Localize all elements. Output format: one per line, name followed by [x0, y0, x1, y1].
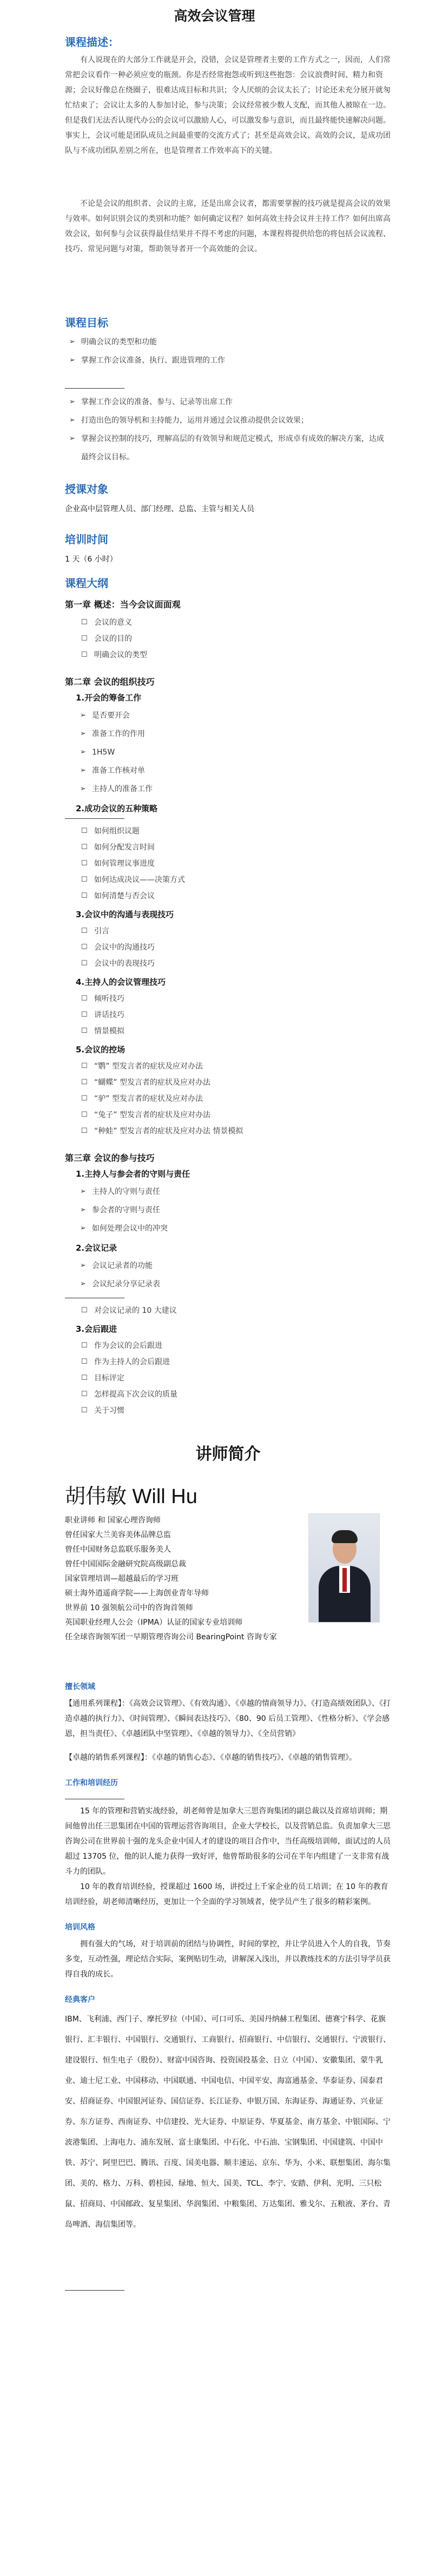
bio-lines [65, 1513, 303, 1645]
teacher-name: 胡伟敏 Will Hu [65, 1485, 197, 1508]
outline-item: ➢ 会议记录者的功能 [76, 1257, 391, 1275]
outline-item: ➢ 1H5W [76, 743, 391, 762]
outline-item: ☐ 作为会议的会后跟进 [81, 1338, 391, 1354]
ch2-s5-list [81, 1058, 391, 1139]
outline-item: ☐ “驴” 型发言者的症状及应对办法 [81, 1091, 391, 1107]
goal-item: ➢ 打造出色的领导机和主持能力，运用并通过会议推动提供会议效果； [65, 411, 391, 430]
duration-text: 1 天（6 小时） [65, 555, 117, 564]
outline-item: ☐ 对会议记录的 10 大建议 [81, 1303, 391, 1319]
outline-item: ☐ 如何组织议题 [81, 823, 391, 839]
ch2-s1-title: 1.开会的筹备工作 [76, 693, 142, 703]
goal-item: ➢ 掌握工作会议的准备、参与、记录等出席工作 [65, 393, 391, 411]
clients-body [65, 2009, 391, 2279]
field-heading: 擅长领域 [65, 1683, 95, 1691]
outline-item: ☐ “兔子” 型发言者的症状及应对办法 [81, 1107, 391, 1123]
experience-heading: 工作和培训经历 [65, 1779, 118, 1787]
audience-text: 企业高中层管理人员、部门经理、总监、主管与相关人员 [65, 505, 254, 513]
desc-p2: 不论是会议的组织者、会议的主席，还是出席会议者，都需要掌握的技巧就是提高会议的效果与效率。如何识别会议的类别和功能？如何确定议程？如何高效主持会议并主持工作？如何出席高效会议，如何参与会议获得最佳结果并不得不考虑的问题，本课程将提供给您的将包括会议流程、技巧、常见问题与对策，帮助领导者开一个高效能的会议。 [65, 199, 391, 253]
field-text-2: 【卓越的销售系列课程】：《卓越的销售心态》、《卓越的销售技巧》、《卓越的销售管理》。 [65, 1753, 357, 1762]
outline-item: ➢ 是否要开会 [76, 706, 391, 725]
outline-item: ☐ 倾听技巧 [81, 991, 391, 1007]
outline-item: ☐ 会议中的沟通技巧 [81, 939, 391, 956]
outline-item: ➢ 会议纪录分享记录表 [76, 1275, 391, 1293]
section-goals-heading: 课程目标 [65, 316, 108, 329]
bio-line: 国家管理培训—超越最后的学习班 [65, 1574, 179, 1583]
clients-text: IBM、飞利浦、西门子、摩托罗拉（中国）、可口可乐、美国丹纳赫工程集团、德赛宁科学、花旗银行、汇丰银行、中国银行、交通银行、工商银行、招商银行、中信银行、交通银行、宁波银行、建设银行、恒生电子（股份）、财富中国咨询、投资国投基金、日立（中国）、安徽集团、蒙牛乳业、迪士尼工业、中国移动、中国联通、中国电信、中国平安、海富通基金、华泰证券、国泰君安、招商证券、中国银河证券、国信证券、长江证券、申银万国、东海证券、海通证券、兴业证券、东方证券、西南证券、中信建投、光大证券、中原证券、华夏基金、南方基金、中银国际、宁波港集团、上海电力、浦东发展、富士康集团、中石化、中石油、宝钢集团、中国建筑、中国中铁、苏宁、阿里巴巴、腾讯、百度、国美电器、顺丰速运、京东、华为、小米、联想集团、海尔集团、美的、格力、万科、碧桂园、绿地、恒大、国美、TCL、李宁、安踏、伊利、光明、三只松鼠、招商局、中国邮政、复星集团、华润集团、中粮集团、万达集团、雅戈尔、五粮液、茅台、青岛啤酒、海信集团等。 [65, 2015, 391, 2229]
desc-body [65, 52, 391, 193]
section-audience-heading: 授课对象 [65, 483, 108, 496]
outline-item: ☐ “鹦” 型发言者的症状及应对办法 [81, 1058, 391, 1075]
goals-list-a [65, 333, 391, 370]
outline-item: ☐ 会议中的表现技巧 [81, 956, 391, 972]
bio-line: 曾任中国财务总监联乐服务美人 [65, 1545, 171, 1554]
ch3-extra-list [81, 1303, 391, 1319]
outline-item: ➢ 准备工作的作用 [76, 725, 391, 743]
ch3-s2-title: 2.会议记录 [76, 1243, 117, 1253]
ch2-s4-list [81, 991, 391, 1039]
teacher-bio [65, 1513, 391, 1719]
outline-item: ➢ 主持人的守则与责任 [76, 1183, 391, 1201]
outline-item: ☐ 讲话技巧 [81, 1007, 391, 1023]
ch3-s1-title: 1.主持人与参会者的守则与责任 [76, 1169, 190, 1179]
section-desc-heading: 课程描述： [65, 36, 119, 49]
content [0, 34, 429, 2291]
desc-body-2 [65, 196, 391, 304]
outline-item: ☐ 如何清楚与否会议 [81, 888, 391, 904]
style-heading: 培训风格 [65, 1923, 95, 1932]
outline-item: ☐ 引言 [81, 923, 391, 939]
bio-line: 曾任国家大兰美容美体品牌总监 [65, 1531, 171, 1539]
ch3-s2-list [76, 1257, 391, 1293]
section-duration-heading: 培训时间 [65, 533, 108, 546]
bio-line: 世界前 10 强领航公司中的咨询首领师 [65, 1604, 193, 1612]
ch2-s3-list [81, 923, 391, 972]
outline-item: ➢ 准备工作核对单 [76, 762, 391, 780]
outline-item: ☐ 目标评定 [81, 1370, 391, 1386]
outline-item: ➢ 如何处理会议中的冲突 [76, 1219, 391, 1238]
section-outline-heading: 课程大纲 [65, 577, 108, 590]
clients-heading: 经典客户 [65, 1996, 95, 2004]
chapter-1-list [81, 615, 391, 663]
outline-item: ☐ 作为主持人的会后跟进 [81, 1354, 391, 1370]
teacher-photo [308, 1513, 380, 1623]
goal-item: ➢ 掌握会议控制的技巧，理解高层的有效领导和规范定模式，形成卓有成效的解决方案，达成最终会议目标。 [65, 430, 391, 466]
ch2-s4-title: 4.主持人的会议管理技巧 [76, 977, 166, 987]
bio-line: 曾任中国国际金融研究院高级副总裁 [65, 1560, 186, 1569]
outline-item: ☐ “蝴蝶” 型发言者的症状及应对办法 [81, 1075, 391, 1091]
page-title: 高效会议管理 [174, 8, 255, 24]
outline-item: ➢ 主持人的准备工作 [76, 780, 391, 798]
bio-line: 硕士海外逍遥商学院——上海创业青年导师 [65, 1589, 209, 1598]
chapter-2-title: 第二章 会议的组织技巧 [65, 677, 155, 687]
bio-line: 任全球咨询领军团一早期管理咨询公司 BearingPoint 咨询专家 [65, 1633, 277, 1641]
chapter-1-title: 第一章 概述：当今会议面面观 [65, 599, 181, 610]
divider [65, 818, 124, 819]
outline-item: ➢ 参会者的守则与责任 [76, 1201, 391, 1219]
teacher-heading: 讲师简介 [195, 1445, 261, 1464]
goal-item: ➢ 明确会议的类型和功能 [65, 333, 391, 351]
outline-item: ☐ 明确会议的类型 [81, 647, 391, 663]
outline-item: ☐ 怎样提高下次会议的质量 [81, 1386, 391, 1403]
field-text-1: 【通用系列课程】：《高效会议管理》、《有效沟通》、《卓越的情商领导力》、《打造高绩效团队》、《打造卓越的执行力》、《时间管理》、《瞬间表达技巧》、《80、90 后员工管理》、《性格分析》、《学会感恩，担当责任》、《卓越团队中坚管理》、《卓越的领导力》、《全员营销》 [65, 1699, 391, 1738]
ch2-s1-list [76, 706, 391, 798]
outline-item: ☐ 会议的目的 [81, 631, 391, 647]
bio-line: 英国职业经理人公会（IPMA）认证的国家专业培训师 [65, 1618, 243, 1627]
experience-p2: 10 年的教育培训经验，授课超过 1600 场，讲授过上千家企业的员工培训；在 10 年的教育培训经验，胡老师清晰经历，更加让一个全面的学习领域者，使学员产生了很多的精彩案例。 [65, 1883, 388, 1906]
ch2-s3-title: 3.会议中的沟通与表现技巧 [76, 910, 174, 919]
outline-item: ☐ “种蛙” 型发言者的症状及应对办法 情景模拟 [81, 1123, 391, 1139]
bio-line: 职业讲师 和 国家心理咨询师 [65, 1516, 161, 1525]
outline-item: ☐ 如何达成决议——决策方式 [81, 872, 391, 888]
outline-item: ☐ 情景模拟 [81, 1023, 391, 1039]
ch2-s2-title: 2.成功会议的五种策略 [76, 804, 158, 813]
photo-tie [342, 1568, 347, 1592]
photo-hair [332, 1530, 358, 1543]
desc-p1: 有人说现在的大部分工作就是开会，没错，会议是管理者主要的工作方式之一，因而，人们常常把会议看作一种必须应变的瓶颈。你是否经常抱怨或听到这些抱怨：会议浪费时间、精力和资源；会议好像总在绕圈子，很难达成目标和共识；令人厌烦的会议太长了；讨论还未充分展开就匆忙结束了；会议让太多的人参加讨论，参与决策；会议经常被少数人支配，而其他人被晾在一边。但是我们无法否认现代办公的会议可以激励人心，可以激发参与意识，而且最终能快速解决问题。事实上，会议可能是团队成员之间最重要的交流方式了；甚至是高效会议、高效的会议，是成功团队与不成功团队差别之所在，也是管理者工作效率高下的关键。 [65, 56, 391, 155]
outline-item: ☐ 会议的意义 [81, 615, 391, 631]
ch3-s1-list [76, 1183, 391, 1238]
ch3-s3-title: 3.会后跟进 [76, 1324, 117, 1334]
ch2-s2-list [81, 823, 391, 904]
ch3-s3-list [81, 1338, 391, 1419]
outline-item: ☐ 如何分配发言时间 [81, 839, 391, 856]
style-text: 拥有强大的气场，对于培训前的团结与协调性，时间的掌控，并让学员进入个人的自我，节奏多变，互动性强，理论结合实际，案例贴切生动，讲解深入浅出，并以教练技术的方法引导学员获得自我的成长。 [65, 1940, 391, 1979]
divider [65, 2290, 124, 2291]
outline-item: ☐ 如何管理议事进度 [81, 856, 391, 872]
goal-item: ➢ 掌握工作会议准备、执行、跟进管理的工作 [65, 351, 391, 370]
chapter-3-title: 第三章 会议的参与技巧 [65, 1153, 155, 1163]
experience-p1: 15 年的管理和营销实战经验，胡老师曾是加拿大三思咨询集团的副总裁以及首席培训师；期间他曾出任三思集团在中国的管理运营咨询项目，企业大学校长，以及营销总监。负责加拿大三思咨询公司在世界前十强的龙头企业中国人才的建设的项目合作中，当任高级培训师，面试过的人员超过 13705 位，他的识人能力获得一致好评，他曾帮助很多的公司在半年内组建了一支非常有战斗力的团队。 [65, 1807, 391, 1876]
ch2-s5-title: 5.会议的控场 [76, 1045, 126, 1055]
divider [65, 388, 124, 389]
outline-item: ☐ 关于习惯 [81, 1403, 391, 1419]
goals-list-b [65, 393, 391, 466]
